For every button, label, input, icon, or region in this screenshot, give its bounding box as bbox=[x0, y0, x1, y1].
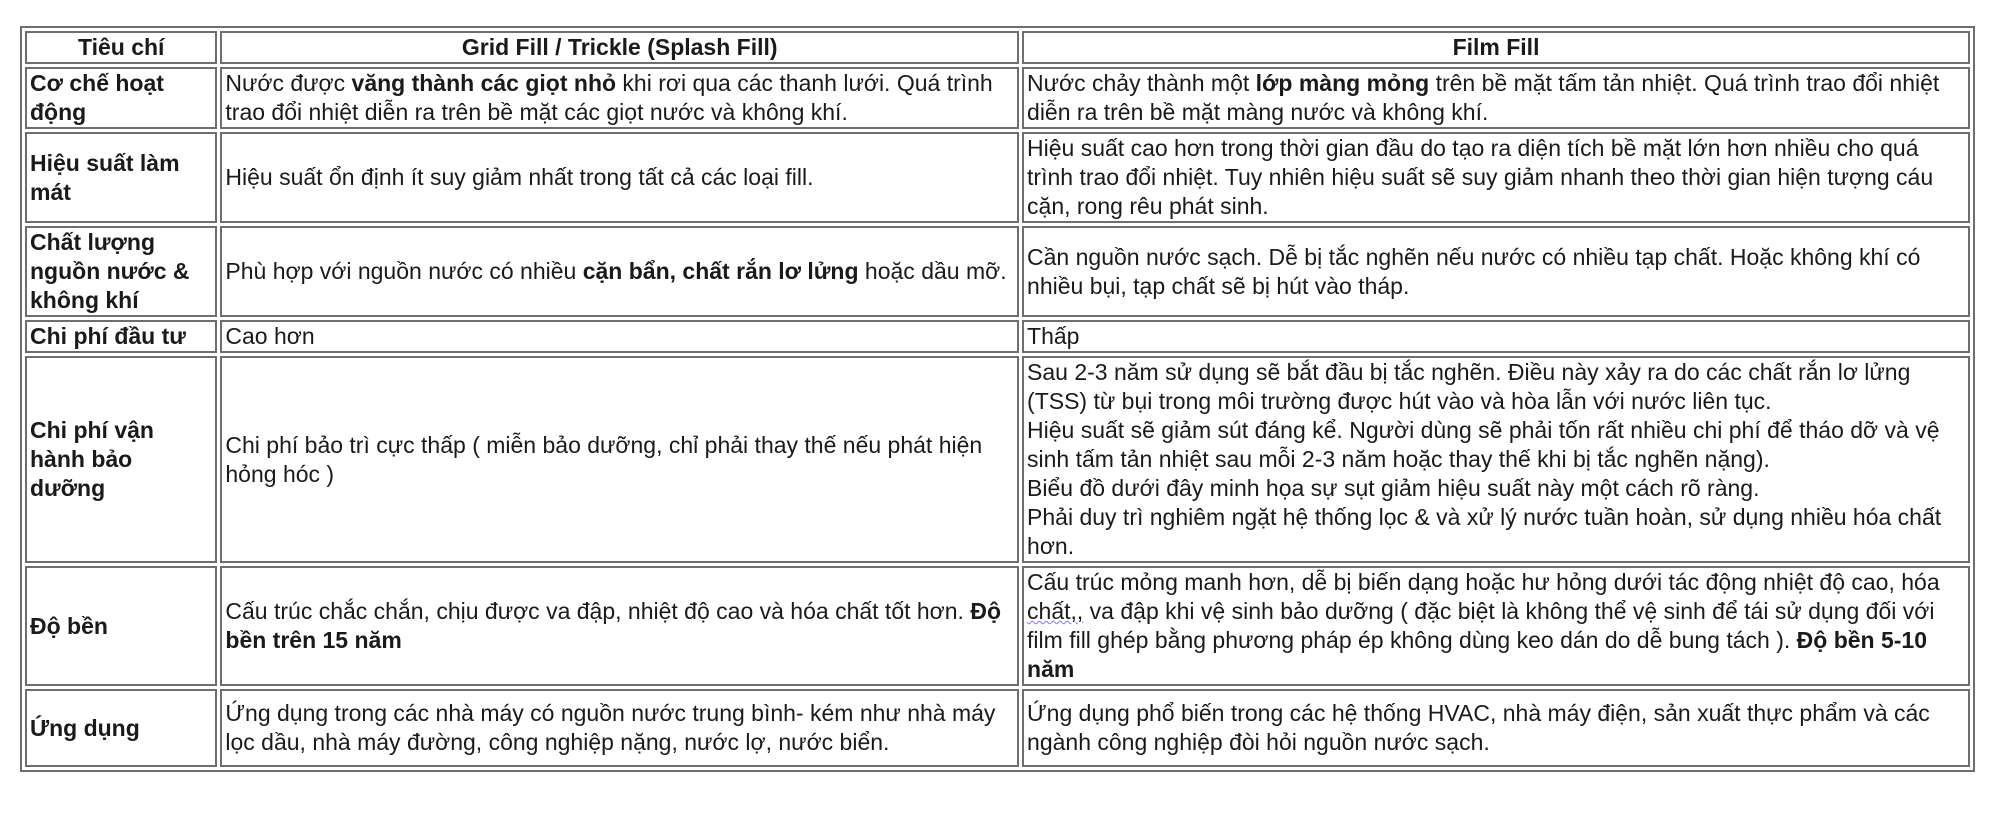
grid-fill-cell bbox=[220, 132, 1019, 223]
criterion-cell: Chi phí đầu tư bbox=[25, 320, 217, 353]
cell-text: hoặc dầu mỡ. bbox=[858, 258, 1007, 284]
cell-text: khi rơi qua các thanh lưới. Quá trình trao đổi nhiệt diễn ra trên bề mặt các giọt nước và không khí. bbox=[225, 70, 993, 125]
comparison-document bbox=[20, 26, 1975, 772]
table-row bbox=[25, 689, 1970, 767]
cell-text: Nước chảy thành một bbox=[1027, 70, 1256, 96]
table-row bbox=[25, 356, 1970, 563]
cell-text: Hiệu suất ổn định ít suy giảm nhất trong tất cả các loại fill. bbox=[225, 164, 814, 190]
cell-text: Cấu trúc chắc chắn, chịu được va đập, nhiệt độ cao và hóa chất tốt hơn. bbox=[225, 598, 971, 624]
header-criteria: Tiêu chí bbox=[25, 31, 217, 64]
table-row bbox=[25, 320, 1970, 353]
comparison-table bbox=[20, 26, 1975, 772]
table-row bbox=[25, 566, 1970, 686]
cell-text: Phù hợp với nguồn nước có nhiều bbox=[225, 258, 583, 284]
spellcheck-flagged-text: chất,, bbox=[1027, 598, 1084, 624]
emphasis-text: Độ bền trên 15 năm bbox=[225, 598, 1002, 653]
grid-fill-cell bbox=[220, 67, 1019, 129]
criterion-cell: Chất lượng nguồn nước & không khí bbox=[25, 226, 217, 317]
cell-text: Ứng dụng phổ biến trong các hệ thống HVAC, nhà máy điện, sản xuất thực phẩm và các ngành công nghiệp đòi hỏi nguồn nước sạch. bbox=[1027, 700, 1930, 755]
criterion-cell: Độ bền bbox=[25, 566, 217, 686]
header-grid-fill: Grid Fill / Trickle (Splash Fill) bbox=[220, 31, 1019, 64]
cell-text: Thấp bbox=[1027, 323, 1080, 349]
cell-text: Cao hơn bbox=[225, 323, 315, 349]
criterion-cell: Ứng dụng bbox=[25, 689, 217, 767]
cell-line: Hiệu suất sẽ giảm sút đáng kể. Người dùng sẽ phải tốn rất nhiều chi phí để tháo dỡ và vệ sinh tấm tản nhiệt sau mỗi 2-3 năm hoặc thay thế khi bị tắc nghẽn nặng). bbox=[1027, 417, 1940, 472]
emphasis-text: văng thành các giọt nhỏ bbox=[351, 70, 617, 96]
grid-fill-cell bbox=[220, 226, 1019, 317]
film-fill-cell bbox=[1022, 566, 1970, 686]
film-fill-cell bbox=[1022, 67, 1970, 129]
grid-fill-cell bbox=[220, 320, 1019, 353]
criterion-cell: Cơ chế hoạt động bbox=[25, 67, 217, 129]
cell-line: Biểu đồ dưới đây minh họa sự sụt giảm hiệu suất này một cách rõ ràng. bbox=[1027, 475, 1760, 501]
criterion-cell: Hiệu suất làm mát bbox=[25, 132, 217, 223]
cell-line: Phải duy trì nghiêm ngặt hệ thống lọc & và xử lý nước tuần hoàn, sử dụng nhiều hóa chất hơn. bbox=[1027, 504, 1942, 559]
header-film-fill: Film Fill bbox=[1022, 31, 1970, 64]
cell-text: Cấu trúc mỏng manh hơn, dễ bị biến dạng hoặc hư hỏng dưới tác động nhiệt độ cao, hóa bbox=[1027, 569, 1940, 595]
cell-text: Chi phí bảo trì cực thấp ( miễn bảo dưỡng, chỉ phải thay thế nếu phát hiện hỏng hóc ) bbox=[225, 431, 983, 487]
table-row bbox=[25, 67, 1970, 129]
grid-fill-cell bbox=[220, 689, 1019, 767]
film-fill-cell bbox=[1022, 356, 1970, 563]
table-row bbox=[25, 226, 1970, 317]
film-fill-cell bbox=[1022, 226, 1970, 317]
film-fill-cell bbox=[1022, 320, 1970, 353]
header-row bbox=[25, 31, 1970, 64]
grid-fill-cell bbox=[220, 566, 1019, 686]
cell-text: Nước được bbox=[225, 70, 352, 96]
cell-text: va đập khi vệ sinh bảo dưỡng ( đặc biệt là không thể vệ sinh để tái sử dụng đối với film fill ghép bằng phương pháp ép không dùng keo dán do dễ bung tách ). bbox=[1027, 598, 1935, 653]
criterion-cell: Chi phí vận hành bảo dưỡng bbox=[25, 356, 217, 563]
emphasis-text: lớp màng mỏng bbox=[1255, 70, 1430, 96]
table-body bbox=[25, 67, 1970, 767]
cell-line: Sau 2-3 năm sử dụng sẽ bắt đầu bị tắc nghẽn. Điều này xảy ra do các chất rắn lơ lửng (TSS) từ bụi trong môi trường được hút vào và hòa lẫn với nước liên tục. bbox=[1027, 359, 1911, 414]
film-fill-cell bbox=[1022, 689, 1970, 767]
grid-fill-cell bbox=[220, 356, 1019, 563]
cell-text: trên bề mặt tấm tản nhiệt. Quá trình trao đổi nhiệt diễn ra trên bề mặt màng nước và không khí. bbox=[1027, 70, 1940, 125]
emphasis-text: cặn bẩn, chất rắn lơ lửng bbox=[582, 258, 859, 284]
film-fill-cell bbox=[1022, 132, 1970, 223]
emphasis-text: Độ bền 5-10 năm bbox=[1027, 627, 1928, 682]
cell-text: Hiệu suất cao hơn trong thời gian đầu do tạo ra diện tích bề mặt lớn hơn nhiều cho quá trình trao đổi nhiệt. Tuy nhiên hiệu suất sẽ suy giảm nhanh theo thời gian hiện tượng cáu cặn, rong rêu phát sinh. bbox=[1027, 135, 1934, 219]
cell-text: Cần nguồn nước sạch. Dễ bị tắc nghẽn nếu nước có nhiều tạp chất. Hoặc không khí có nhiều bụi, tạp chất sẽ bị hút vào tháp. bbox=[1027, 243, 1921, 299]
cell-text: Ứng dụng trong các nhà máy có nguồn nước trung bình- kém như nhà máy lọc dầu, nhà máy đường, công nghiệp nặng, nước lợ, nước biển. bbox=[225, 700, 996, 755]
table-row bbox=[25, 132, 1970, 223]
